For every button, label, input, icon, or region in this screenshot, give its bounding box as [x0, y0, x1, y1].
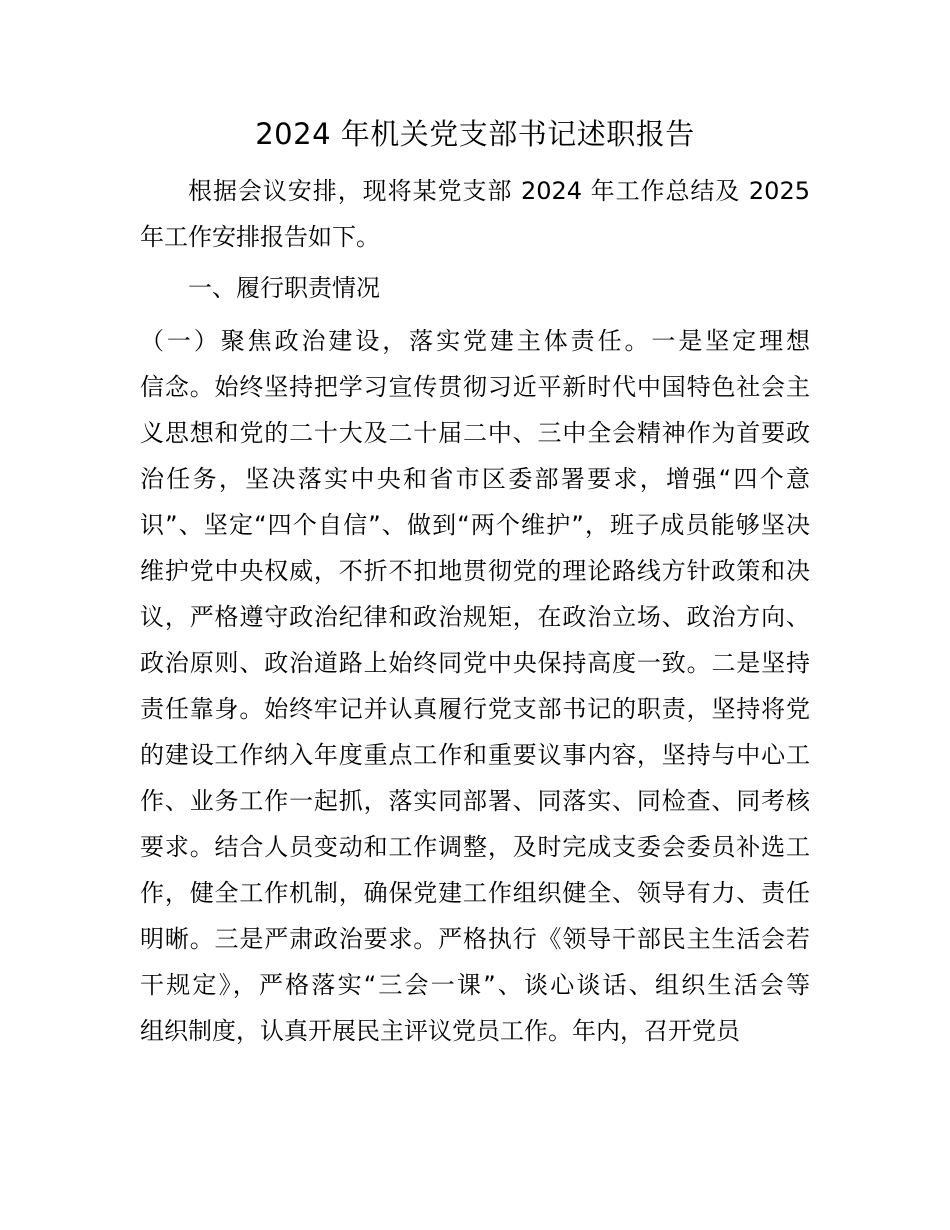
paragraph-line: 要求。结合人员变动和工作调整，及时完成支委会委员补选工 [140, 833, 810, 861]
paragraph-line: （一）聚焦政治建设，落实党建主体责任。一是坚定理想 [140, 327, 810, 355]
paragraph-line: 识”、坚定“四个自信”、做到“两个维护”，班子成员能够坚决 [140, 511, 810, 539]
paragraph-line: 根据会议安排，现将某党支部 2024 年工作总结及 2025 [188, 177, 810, 205]
paragraph-line: 信念。始终坚持把学习宣传贯彻习近平新时代中国特色社会主 [140, 373, 810, 401]
paragraph-line: 政治原则、政治道路上始终同党中央保持高度一致。二是坚持 [140, 649, 810, 677]
paragraph-line: 义思想和党的二十大及二十届二中、三中全会精神作为首要政 [140, 419, 810, 447]
paragraph-line: 干规定》，严格落实“三会一课”、谈心谈话、组织生活会等 [140, 971, 810, 999]
paragraph-line: 组织制度，认真开展民主评议党员工作。年内，召开党员 [140, 1017, 740, 1045]
paragraph-line: 年工作安排报告如下。 [140, 223, 380, 251]
paragraph-line: 作，健全工作机制，确保党建工作组织健全、领导有力、责任 [140, 879, 810, 907]
document-title: 2024 年机关党支部书记述职报告 [255, 117, 695, 151]
paragraph-line: 治任务，坚决落实中央和省市区委部署要求，增强“四个意 [140, 465, 810, 493]
paragraph-line: 维护党中央权威，不折不扣地贯彻党的理论路线方针政策和决 [140, 557, 810, 585]
section-heading: 一、履行职责情况 [188, 274, 380, 302]
paragraph-line: 明晰。三是严肃政治要求。严格执行《领导干部民主生活会若 [140, 925, 810, 953]
paragraph-line: 议，严格遵守政治纪律和政治规矩，在政治立场、政治方向、 [140, 603, 810, 631]
paragraph-line: 作、业务工作一起抓，落实同部署、同落实、同检查、同考核 [140, 787, 810, 815]
paragraph-line: 的建设工作纳入年度重点工作和重要议事内容，坚持与中心工 [140, 741, 810, 769]
paragraph-line: 责任靠身。始终牢记并认真履行党支部书记的职责，坚持将党 [140, 695, 810, 723]
